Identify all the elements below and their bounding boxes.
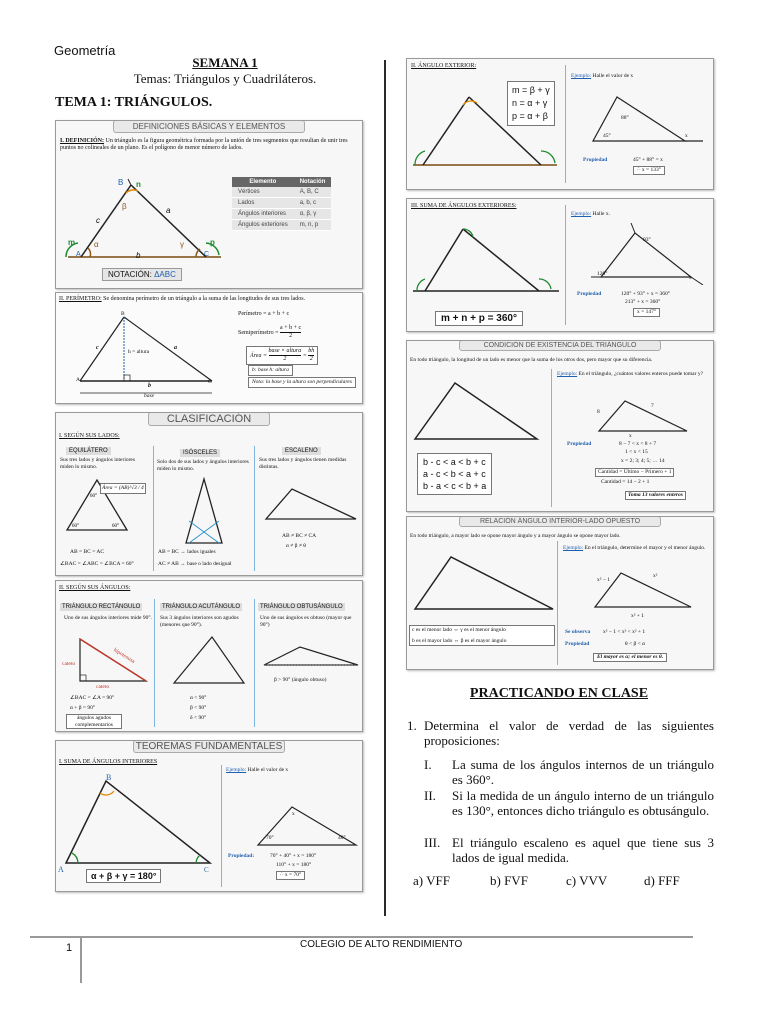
base-height-box: b: base h: altura <box>248 365 293 376</box>
equilateral-text: Sus tres lados y ángulos interiores miden lo mismo. <box>60 457 136 470</box>
ext-example-label: Ejemplo: Halle el valor de x <box>571 73 634 79</box>
existence-s5: Cantidad = 14 − 2 + 1 <box>601 479 650 485</box>
svg-text:60°: 60° <box>90 494 97 499</box>
cathetus-label: cateto <box>96 684 110 690</box>
inequality-3: b - a < c < b + a <box>423 481 487 491</box>
tema-title: TEMA 1: TRIÁNGULOS. <box>55 95 213 110</box>
table-head-element: Elemento <box>232 177 294 187</box>
svg-text:60°: 60° <box>72 524 79 529</box>
example-triangle-figure <box>252 801 362 851</box>
inequality-1: b - c < a < b + c <box>423 457 486 467</box>
table-row: Ángulos interiores α, β, γ <box>232 209 331 220</box>
banner-theorems: TEOREMAS FUNDAMENTALES <box>133 740 285 753</box>
side-b: b <box>136 251 141 260</box>
table-row: Ángulos exteriores m, n, p <box>232 220 331 231</box>
label-n: n <box>136 180 141 189</box>
vertex-a: A <box>76 251 81 258</box>
vertex-c: C <box>204 251 210 258</box>
formula-n: n = α + γ <box>512 98 548 108</box>
option-c[interactable]: c) VVV <box>566 873 608 888</box>
inequality-2: a - c < b < a + c <box>423 469 486 479</box>
perimeter-title: II. PERÍMETRO: <box>59 296 102 302</box>
side-c: c <box>96 216 100 225</box>
q1-number: 1. <box>407 718 417 733</box>
side-x2: x² <box>653 573 658 579</box>
ext-sum-93: 93° <box>643 237 651 243</box>
example-label: Ejemplo: Halle el valor de x <box>226 767 289 773</box>
ext-sum-property: Propiedad <box>577 291 602 297</box>
rule-2: b es el mayor lado ⇔ β es el mayor ángulo <box>412 637 507 644</box>
right-head: TRIÁNGULO RECTÁNGULO <box>62 604 141 610</box>
label-alpha: α <box>94 240 99 249</box>
theorem-title: I. SUMA DE ÁNGULOS INTERIORES <box>59 759 158 765</box>
p2-vertex-c: C <box>208 379 212 385</box>
label-beta: β <box>122 202 127 211</box>
table-head-notation: Notación <box>294 177 332 187</box>
existence-s3: x = 2; 3; 4; 5; … 14 <box>621 458 665 464</box>
definition-text: Un triángulo es la figura geométrica formada por la unión de tres segmentos que resultan de unir tres puntos no colineales de un plano. Es el polígono de menor número de lados. <box>60 138 348 151</box>
practice-title: PRACTICANDO EN CLASE <box>469 686 649 701</box>
obtuse-f1: β > 90° (ángulo obtuso) <box>274 677 327 683</box>
banner-classification: CLASIFICACIÓN <box>148 412 270 426</box>
sep <box>565 205 566 325</box>
sep <box>153 446 154 571</box>
ext-sum-title: III. SUMA DE ÁNGULOS EXTERIORES: <box>411 203 517 209</box>
panel-perimeter <box>55 292 363 404</box>
existence-s4: Cantidad = Último − Primero + 1 <box>595 468 674 477</box>
elements-table <box>232 177 331 231</box>
right-f3: ángulos agudos complementarios <box>66 714 122 729</box>
angle-side-text: En todo triángulo, a mayor lado se opone mayor ángulo y a mayor ángulo se opone mayor lado. <box>410 533 621 539</box>
label-m: m <box>68 238 76 247</box>
existence-figure <box>411 377 541 447</box>
acute-head: TRIÁNGULO ACUTÁNGULO <box>162 604 241 610</box>
perimeter-formula: Perímetro = a + b + c <box>238 311 290 317</box>
side-8: 8 <box>597 409 600 415</box>
side-7: 7 <box>651 403 654 409</box>
ext-sum-figure <box>411 219 561 309</box>
angle-side-s2: θ < β < α <box>625 641 646 647</box>
table-row: Lados a, b, c <box>232 198 331 209</box>
angle-x: x <box>292 811 295 817</box>
p2-side-b: b <box>148 383 151 389</box>
p2-side-c: c <box>96 345 99 351</box>
banner-angle-side: RELACIÓN ÁNGULO INTERIOR-LADO OPUESTO <box>459 516 661 527</box>
base-label: base <box>144 393 155 399</box>
side-a: a <box>166 206 171 215</box>
banner-definitions: DEFINICIONES BÁSICAS Y ELEMENTOS <box>113 120 305 133</box>
subject-label: Geometría <box>54 43 116 58</box>
existence-example-figure <box>595 395 691 437</box>
panel-classification-sides <box>55 412 363 576</box>
definition-title: I. DEFINICIÓN: <box>60 138 105 144</box>
sep <box>154 599 155 727</box>
obtuse-triangle-figure <box>260 641 360 671</box>
definition-text-block <box>60 138 358 152</box>
equilateral-area: Área = (AB)²√3 / 4 <box>100 483 146 494</box>
ext-step1: 45° + 88° = x <box>633 157 663 163</box>
ext-step2: ∴ x = 133° <box>633 166 665 175</box>
notation-label: NOTACIÓN: <box>108 270 155 279</box>
equilateral-f2: ∠BAC = ∠ABC = ∠BCA = 60° <box>60 561 134 567</box>
acute-f1: α < 90° <box>190 695 207 701</box>
angle-side-example-figure <box>591 567 695 613</box>
t-vertex-a: A <box>58 865 64 874</box>
panel-definitions <box>55 120 363 289</box>
banner-existence: CONDICIÓN DE EXISTENCIA DEL TRIÁNGULO <box>459 340 661 351</box>
week-title: SEMANA 1 <box>192 55 258 70</box>
vertex-b: B <box>118 178 124 187</box>
option-d[interactable]: d) FFF <box>644 873 680 888</box>
ext-sum-step2: 213° + x = 360° <box>625 299 661 305</box>
side-x2-1: x² − 1 <box>597 577 611 583</box>
ext-sum-example: Ejemplo: Halle x. <box>571 211 610 217</box>
scalene-text: Sus tres lados y ángulos tienen medidas distintas. <box>259 457 347 470</box>
rule-1: c es el menor lado ⇔ γ es el menor ángulo <box>412 627 506 633</box>
sep <box>551 369 552 507</box>
exterior-formulas <box>507 81 555 126</box>
item-1-text: La suma de los ángulos internos de un triángulo es 360°. <box>452 757 714 787</box>
ext-angle-x: x <box>685 133 688 139</box>
angle-40: 40° <box>338 835 346 841</box>
angle-side-property: Propiedad <box>565 641 590 647</box>
topics-line: Temas: Triángulos y Cuadriláteros. <box>133 71 317 86</box>
height-label: h = altura <box>128 349 150 355</box>
obtuse-text: Uno de sus ángulos es obtuso (mayor que 90°) <box>260 615 352 628</box>
svg-text:60°: 60° <box>112 524 119 529</box>
scalene-f2: α ≠ β ≠ θ <box>286 543 306 549</box>
right-f2: α + β = 90° <box>70 705 96 711</box>
panel-angle-side <box>406 516 714 670</box>
ext-sum-x: x <box>689 275 692 281</box>
note-box: Nota: la base y la altura son perpendiculares <box>248 377 356 388</box>
ext-sum-step1: 120° + 93° + x = 360° <box>621 291 670 297</box>
sep <box>254 599 255 727</box>
label-p: p <box>210 238 215 247</box>
sep <box>254 446 255 571</box>
scalene-figure <box>262 483 358 525</box>
panel-existence <box>406 340 714 512</box>
angle-side-figure <box>411 551 557 615</box>
triangle-elements-figure <box>56 171 226 266</box>
page-number: 1 <box>66 942 73 954</box>
sep <box>565 65 566 183</box>
formula-m: m = β + γ <box>512 85 550 95</box>
item-2-num: II. <box>424 788 436 803</box>
ext-sum-step3: x = 147° <box>633 308 660 317</box>
isosceles-figure <box>176 475 236 547</box>
inequalities-box <box>417 453 492 495</box>
item-3-text: El triángulo escaleno es aquel que tiene sus 3 lados de igual medida. <box>452 835 714 865</box>
existence-s2: 1 < x < 15 <box>625 449 648 455</box>
isosceles-text: Solo dos de sus lados y ángulos interiores miden lo mismo. <box>157 459 249 472</box>
equilateral-f1: AB = BC = AC <box>70 549 105 555</box>
perimeter-text: Se denomina perímetro de un triángulo a la suma de las longitudes de sus tres lados. <box>103 296 306 302</box>
notation-value: ΔABC <box>154 270 176 279</box>
table-row: Vértices A, B, C <box>232 187 331 198</box>
p2-vertex-a: A <box>76 377 80 383</box>
ext-property-label: Propiedad <box>583 157 608 163</box>
acute-f2: β < 90° <box>190 705 207 711</box>
existence-example: Ejemplo: En el triángulo, ¿cuántos valores enteros puede tomar y? <box>557 371 704 377</box>
side-x: x <box>629 433 632 439</box>
scalene-head: ESCALENO <box>282 447 321 455</box>
q1-statement: Determina el valor de verdad de las siguientes proposiciones: <box>424 718 714 748</box>
solution-step1: 70° + 40° + x = 180° <box>270 853 317 859</box>
footer-rule <box>30 936 693 938</box>
school-name: COLEGIO DE ALTO RENDIMIENTO <box>300 939 463 950</box>
panel-classification-angles <box>55 580 363 732</box>
perimeter-text-block <box>59 296 359 303</box>
ext-angle-88: 88° <box>621 115 629 121</box>
isosceles-f1: AB = BC → lados iguales <box>158 549 216 555</box>
exterior-title: II. ÁNGULO EXTERIOR: <box>411 63 477 69</box>
item-3-num: III. <box>424 835 441 850</box>
angle-side-s1: x² − 1 < x² < x² + 1 <box>603 629 646 635</box>
option-a[interactable]: a) VFF <box>413 873 450 888</box>
side-x2+1: x² + 1 <box>631 613 645 619</box>
footer-vbar <box>80 937 82 983</box>
obtuse-head: TRIÁNGULO OBTUSÁNGULO <box>260 604 343 610</box>
right-f1: ∠BAC = ∠A = 90° <box>70 695 115 701</box>
interior-angles-figure <box>60 771 220 871</box>
panel-exterior-angle <box>406 58 714 190</box>
angle-70: 70° <box>266 835 274 841</box>
hypotenuse-label: hipotenusa <box>112 647 136 665</box>
sep <box>221 765 222 887</box>
sides-title: I. SEGÚN SUS LADOS: <box>59 433 120 439</box>
cathetus-label: cateto <box>62 661 76 667</box>
ext-angle-45: 45° <box>603 133 611 139</box>
right-text: Uno de sus ángulos interiores mide 90°. <box>64 615 152 621</box>
solution-step2: 110° + x = 180° <box>276 862 312 868</box>
property-label: Propiedad: <box>228 853 255 859</box>
option-b[interactable]: b) FVF <box>490 873 528 888</box>
column-divider <box>384 60 386 916</box>
item-1-num: I. <box>424 757 432 772</box>
equilateral-head: EQUILÁTERO <box>66 447 111 455</box>
t-vertex-b: B <box>106 773 112 782</box>
p2-vertex-b: B <box>121 311 125 317</box>
existence-s6: Toma 13 valores enteros <box>625 491 686 500</box>
existence-s1: 8 − 7 < x < 8 + 7 <box>619 441 657 447</box>
p2-side-a: a <box>174 345 177 351</box>
notation-box <box>102 268 182 281</box>
acute-triangle-figure <box>168 633 248 689</box>
angle-side-example: Ejemplo: En el triángulo, determine el mayor y el menor ángulo. <box>563 545 706 551</box>
panel-theorems <box>55 740 363 892</box>
angle-side-s3: El mayor es α; el menor es θ. <box>593 653 667 662</box>
ext-sum-formula: m + n + p = 360° <box>435 311 523 326</box>
acute-text: Sus 3 ángulos interiores son agudos (menores que 90°). <box>160 615 239 628</box>
label-gamma: γ <box>180 240 184 249</box>
angle-side-rules <box>409 625 555 646</box>
semiperimeter-formula: Semiperímetro = $\frac{a + b + c}{2}$ <box>238 325 302 339</box>
ext-sum-120: 120° <box>597 271 608 277</box>
observe-label: Se observa <box>565 629 591 635</box>
existence-property: Propiedad <box>567 441 592 447</box>
ext-example-figure <box>587 89 707 149</box>
item-2-text: Si la medida de un ángulo interno de un triángulo es 130°, entonces dicho triángulo es obtusángulo. <box>452 788 714 818</box>
t-vertex-c: C <box>204 866 209 874</box>
isosceles-head: ISÓSCELES <box>180 449 220 457</box>
formula-p: p = α + β <box>512 111 548 121</box>
solution-step3: ∴ x = 70° <box>276 871 305 880</box>
scalene-f1: AB ≠ BC ≠ CA <box>282 533 317 539</box>
isosceles-f2: AC ≠ AB → base o lado desigual <box>158 561 232 567</box>
interior-sum-formula: α + β + γ = 180° <box>86 869 161 883</box>
acute-f3: δ < 90° <box>190 715 207 721</box>
existence-text: En todo triángulo, la longitud de un lado es menor que la suma de los otros dos, pero mayor que su diferencia. <box>410 357 653 363</box>
panel-exterior-sum <box>406 198 714 332</box>
sep <box>557 541 558 665</box>
angles-title: II. SEGÚN SUS ÁNGULOS: <box>59 585 131 591</box>
area-formula-box: Área = base × altura 2 = $\frac{bh}{2}$ <box>246 346 318 365</box>
